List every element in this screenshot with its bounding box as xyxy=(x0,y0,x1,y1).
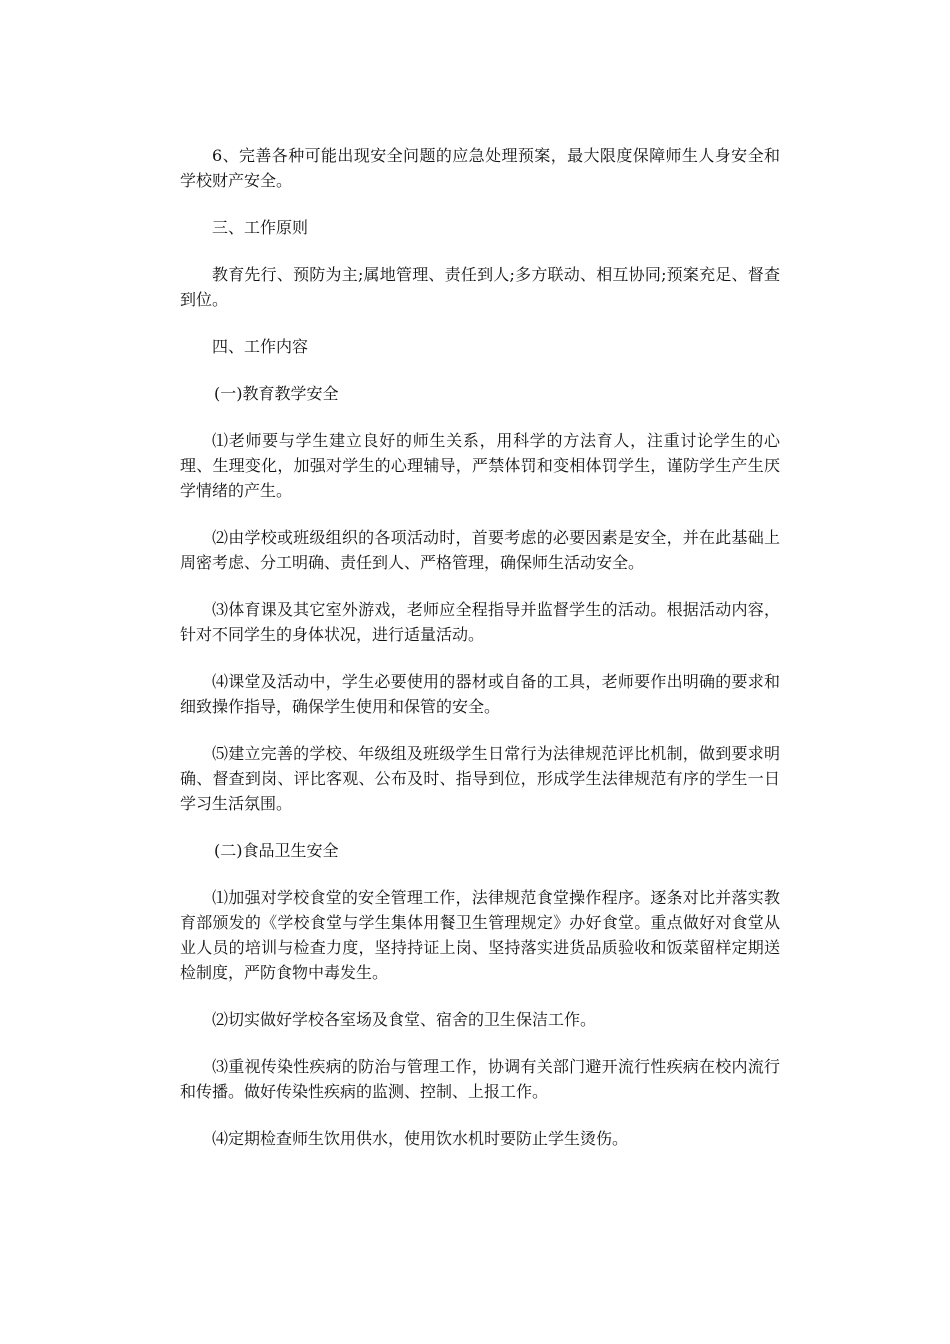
paragraph-food-safety-2: ⑵切实做好学校各室场及食堂、宿舍的卫生保洁工作。 xyxy=(212,1010,597,1029)
paragraph-teaching-safety-5: ⑸建立完善的学校、年级组及班级学生日常行为法律规范评比机制，做到要求明确、督查到岗、评比客观、公布及时、指导到位，形成学生法律规范有序的学生一日学习生活氛围。 xyxy=(180,744,780,813)
paragraph-teaching-safety-3: ⑶体育课及其它室外游戏，老师应全程指导并监督学生的活动。根据活动内容，针对不同学生的身体状况，进行适量活动。 xyxy=(180,600,780,644)
paragraph-food-safety-3: ⑶重视传染性疾病的防治与管理工作，协调有关部门避开流行性疾病在校内流行和传播。做好传染性疾病的监测、控制、上报工作。 xyxy=(180,1057,780,1101)
paragraph-teaching-safety-2: ⑵由学校或班级组织的各项活动时，首要考虑的必要因素是安全，并在此基础上周密考虑、分工明确、责任到人、严格管理，确保师生活动安全。 xyxy=(180,528,780,572)
subheading-food-safety: (二)食品卫生安全 xyxy=(214,841,339,860)
paragraph-item-6-emergency-plan: 6、完善各种可能出现安全问题的应急处理预案，最大限度保障师生人身安全和学校财产安全。 xyxy=(180,146,780,190)
paragraph-work-principles: 教育先行、预防为主;属地管理、责任到人;多方联动、相互协同;预案充足、督查到位。 xyxy=(180,265,780,309)
paragraph-food-safety-1: ⑴加强对学校食堂的安全管理工作，法律规范食堂操作程序。逐条对比并落实教育部颁发的《学校食堂与学生集体用餐卫生管理规定》办好食堂。重点做好对食堂从业人员的培训与检查力度，坚持持证上岗、坚持落实进货品质验收和饭菜留样定期送检制度，严防食物中毒发生。 xyxy=(180,888,780,982)
section-heading-work-content: 四、工作内容 xyxy=(212,337,309,356)
paragraph-food-safety-4: ⑷定期检查师生饮用供水，使用饮水机时要防止学生烫伤。 xyxy=(212,1129,629,1148)
subheading-teaching-safety: (一)教育教学安全 xyxy=(214,384,339,403)
document-body xyxy=(180,143,780,1173)
section-heading-work-principles: 三、工作原则 xyxy=(212,218,309,237)
paragraph-teaching-safety-4: ⑷课堂及活动中，学生必要使用的器材或自备的工具，老师要作出明确的要求和细致操作指导，确保学生使用和保管的安全。 xyxy=(180,672,780,716)
paragraph-teaching-safety-1: ⑴老师要与学生建立良好的师生关系，用科学的方法育人，注重讨论学生的心理、生理变化，加强对学生的心理辅导，严禁体罚和变相体罚学生，谨防学生产生厌学情绪的产生。 xyxy=(180,431,780,500)
